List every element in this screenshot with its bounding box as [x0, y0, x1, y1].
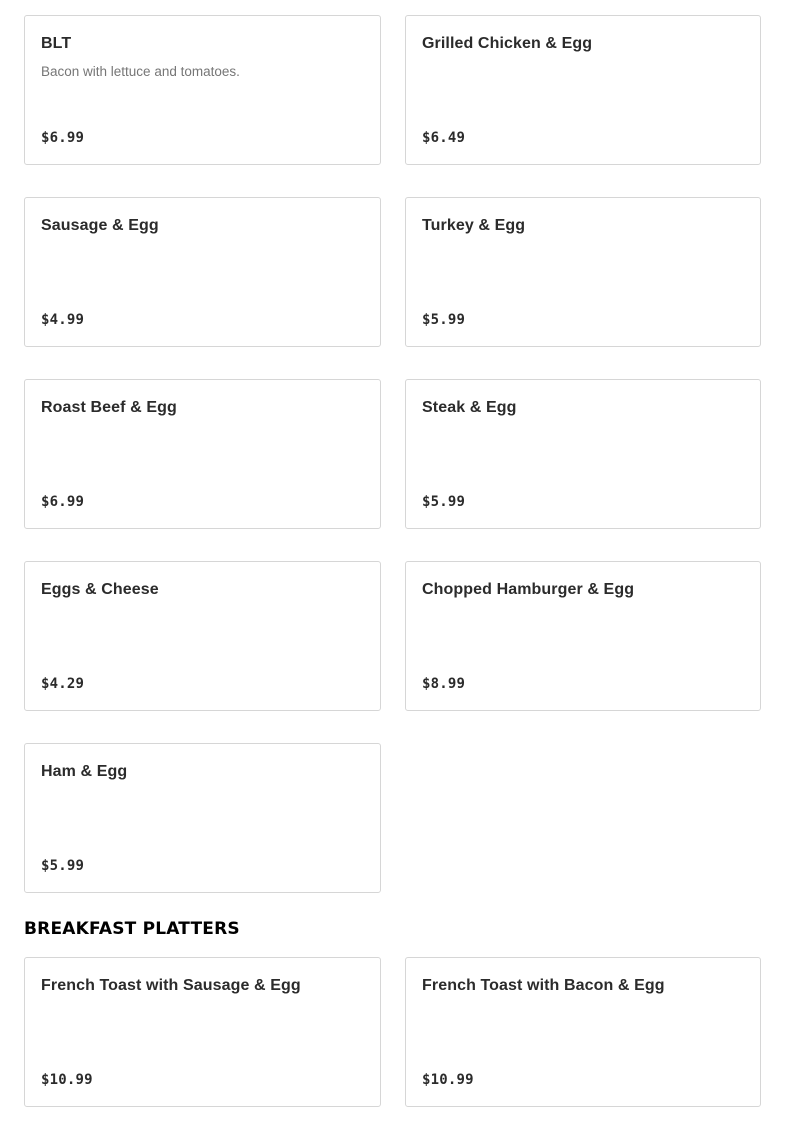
item-price: $6.49	[422, 130, 466, 146]
item-price: $5.99	[422, 494, 466, 510]
item-name: Sausage & Egg	[41, 217, 159, 234]
menu-item-card[interactable]	[405, 957, 761, 1107]
menu-item-card[interactable]	[405, 197, 761, 347]
item-name: French Toast with Bacon & Egg	[422, 977, 665, 994]
section-heading-breakfast-platters: BREAKFAST PLATTERS	[24, 919, 240, 939]
item-price: $4.99	[41, 312, 85, 328]
item-name: BLT	[41, 35, 72, 52]
item-price: $6.99	[41, 130, 85, 146]
menu-item-card[interactable]	[24, 379, 381, 529]
menu-page	[24, 15, 761, 1107]
item-price: $4.29	[41, 676, 85, 692]
menu-item-card[interactable]	[405, 379, 761, 529]
item-name: Chopped Hamburger & Egg	[422, 581, 635, 598]
breakfast-platters-grid	[24, 957, 761, 1107]
menu-item-card[interactable]	[405, 15, 761, 165]
item-price: $10.99	[41, 1072, 93, 1088]
item-name: Roast Beef & Egg	[41, 399, 177, 416]
item-name: Steak & Egg	[422, 399, 517, 416]
menu-item-card[interactable]	[24, 743, 381, 893]
item-price: $6.99	[41, 494, 85, 510]
item-name: Turkey & Egg	[422, 217, 526, 234]
item-price: $10.99	[422, 1072, 474, 1088]
item-price: $5.99	[422, 312, 466, 328]
menu-item-card[interactable]	[24, 197, 381, 347]
item-description: Bacon with lettuce and tomatoes.	[41, 64, 240, 79]
sandwich-grid	[24, 15, 761, 893]
item-name: Eggs & Cheese	[41, 581, 159, 598]
item-name: Ham & Egg	[41, 763, 128, 780]
item-name: French Toast with Sausage & Egg	[41, 977, 301, 994]
item-price: $5.99	[41, 858, 85, 874]
menu-item-card[interactable]	[24, 957, 381, 1107]
item-price: $8.99	[422, 676, 466, 692]
item-name: Grilled Chicken & Egg	[422, 35, 593, 52]
menu-item-card[interactable]	[24, 15, 381, 165]
menu-item-card[interactable]	[24, 561, 381, 711]
menu-item-card[interactable]	[405, 561, 761, 711]
